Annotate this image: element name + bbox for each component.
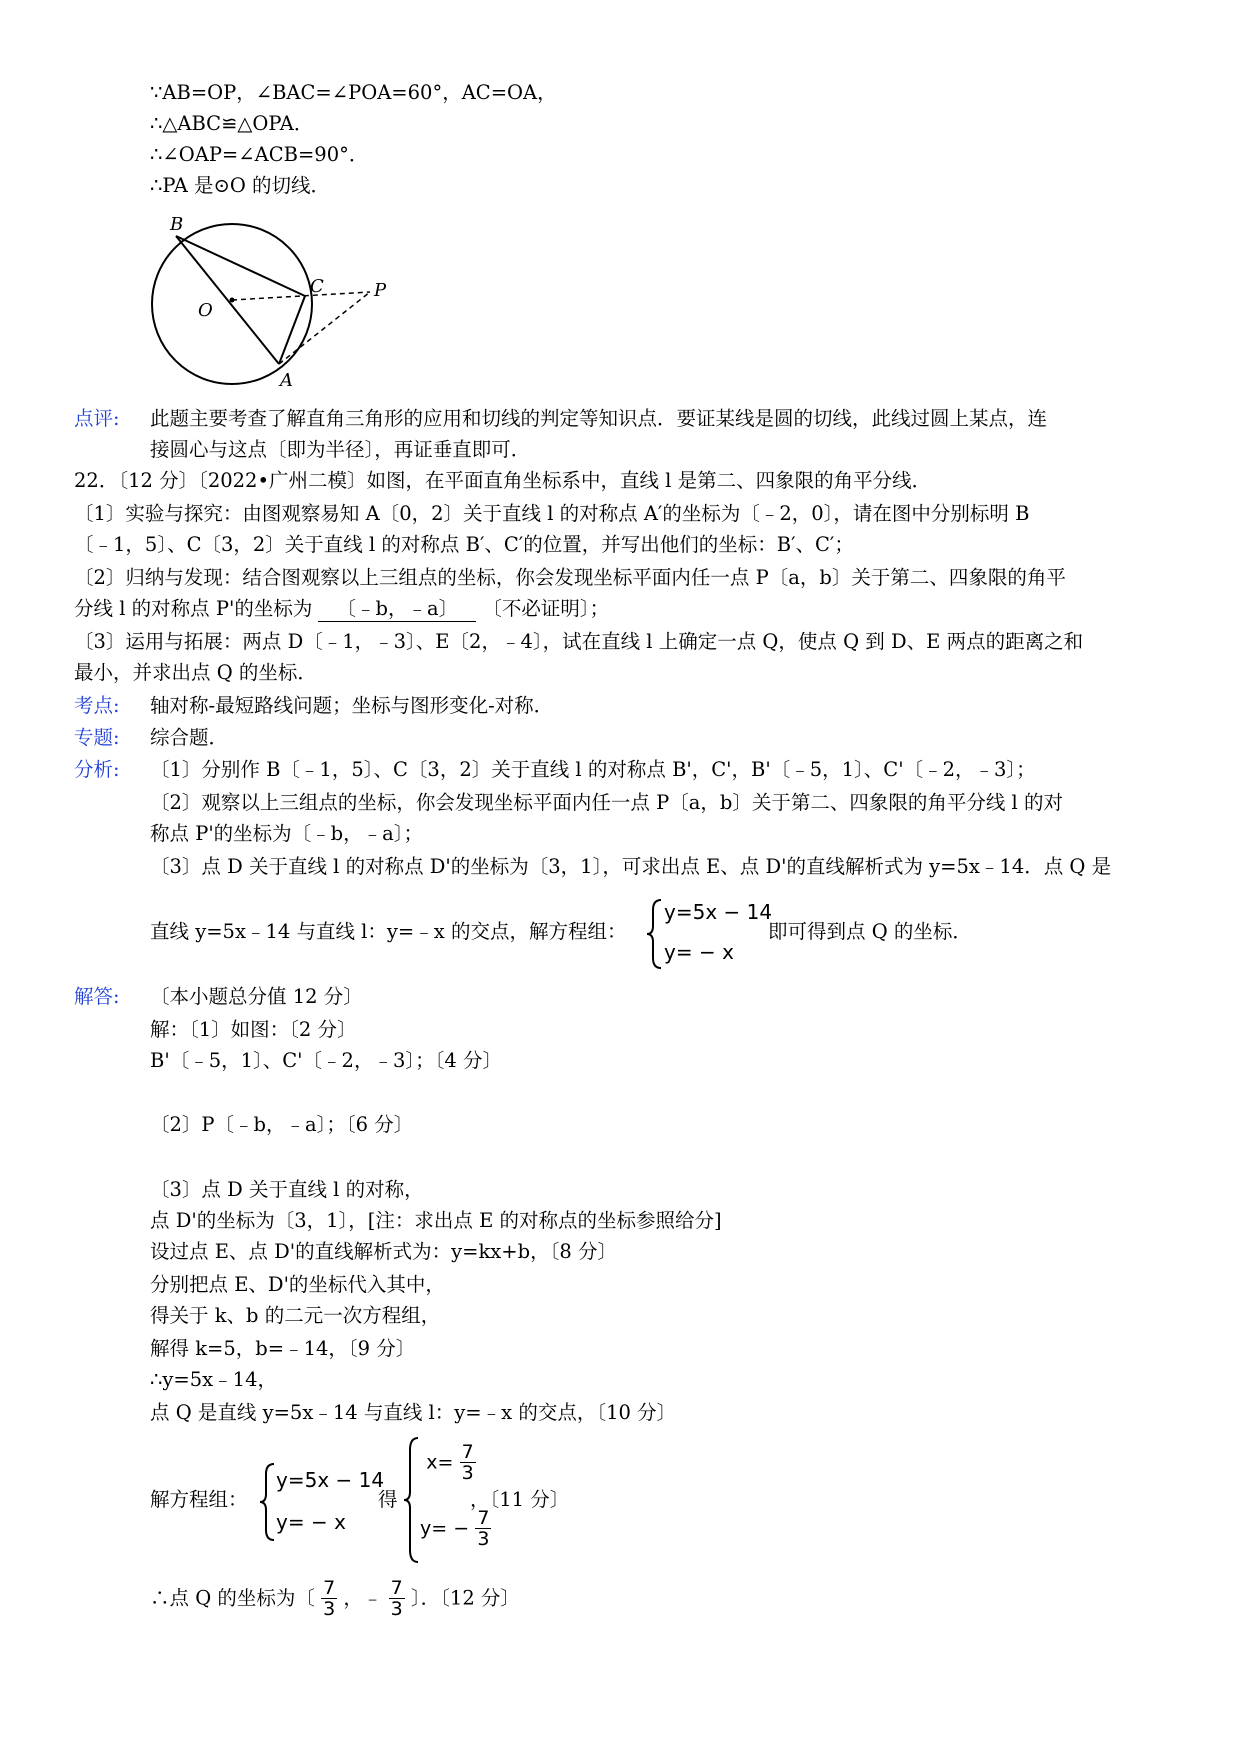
q22-title: 22．〔12 分〕〔2022•广州二模〕如图，在平面直角坐标系中，直线 l 是第二、四象限的角平分线．	[74, 469, 932, 492]
label-p: P	[374, 280, 387, 301]
answer-result-x-pre: x=	[426, 1451, 454, 1474]
answer-line-0: 〔本小题总分值 12 分〕	[150, 985, 363, 1008]
answer-result-x	[420, 1442, 476, 1483]
answer-line-5: 点 D'的坐标为〔3，1〕，[注：求出点 E 的对称点的坐标参照给分]	[150, 1209, 722, 1232]
answer-line-7: 分别把点 E、D'的坐标代入其中，	[150, 1273, 445, 1296]
answer-system-eq-2: y= − x	[276, 1510, 346, 1534]
fraction-numerator: 7	[390, 1577, 403, 1599]
review-line-2: 接圆心与这点〔即为半径〕，再证垂直即可．	[150, 438, 531, 461]
kaodian-label: 考点:	[74, 694, 120, 717]
fraction-numerator: 7	[323, 1577, 336, 1599]
q22-part3-b: 最小，并求出点 Q 的坐标．	[74, 661, 317, 684]
answer-result-brace	[402, 1436, 422, 1564]
answer-line-11: 点 Q 是直线 y=5x﹣14 与直线 l：y=﹣x 的交点，〔10 分〕	[150, 1401, 677, 1424]
segment-ca	[279, 296, 305, 364]
fraction-denominator: 3	[477, 1528, 490, 1550]
fraction-numerator: 7	[461, 1441, 474, 1463]
label-c: C	[310, 276, 324, 297]
zhuanti-text: 综合题．	[150, 726, 229, 749]
q22-part2-answer: 〔﹣b，﹣a〕	[318, 597, 476, 622]
q22-part2-b	[74, 595, 609, 623]
q22-part2-b-post: 〔不必证明〕；	[482, 597, 610, 620]
answer-solve-pre: 解方程组：	[150, 1488, 248, 1511]
center-point	[230, 298, 235, 303]
analysis-label: 分析:	[74, 758, 120, 781]
proof-line-1: ∵AB=OP，∠BAC=∠POA=60°，AC=OA，	[150, 81, 557, 104]
answer-result-y-pre: y= −	[420, 1517, 470, 1540]
answer-line-3: 〔2〕P〔﹣b，﹣a〕；〔6 分〕	[150, 1113, 414, 1136]
zhuanti-label: 专题:	[74, 726, 120, 749]
answer-line-1: 解：〔1〕如图：〔2 分〕	[150, 1018, 357, 1041]
answer-system-brace	[258, 1462, 278, 1542]
answer-de: 得	[378, 1488, 398, 1511]
review-label: 点评:	[74, 407, 120, 430]
answer-final-y-frac	[389, 1578, 405, 1619]
q22-part2-b-pre: 分线 l 的对称点 P'的坐标为	[74, 597, 313, 620]
analysis-line-1: 〔1〕分别作 B〔﹣1，5〕、C〔3，2〕关于直线 l 的对称点 B'，C'，B'〔﹣5，1〕、C'〔﹣2，﹣3〕；	[150, 758, 1036, 781]
analysis-line-5-post: 即可得到点 Q 的坐标．	[768, 920, 972, 943]
q22-part1-b: 〔﹣1，5〕、C〔3，2〕关于直线 l 的对称点 B′、C′的位置，并写出他们的坐标：B′、C′；	[74, 533, 854, 556]
proof-line-3: ∴∠OAP=∠ACB=90°．	[150, 143, 369, 166]
answer-result-x-frac	[460, 1442, 476, 1483]
review-line-1: 此题主要考查了解直角三角形的应用和切线的判定等知识点．要证某线是圆的切线，此线过圆上某点，连	[150, 407, 1048, 430]
answer-final-pre: ∴点 Q 的坐标为〔	[150, 1586, 315, 1610]
fraction-numerator: 7	[477, 1507, 490, 1529]
fraction-denominator: 3	[323, 1598, 336, 1620]
label-b: B	[170, 214, 184, 235]
fraction-denominator: 3	[461, 1462, 474, 1484]
answer-line-9: 解得 k=5，b=﹣14，〔9 分〕	[150, 1337, 416, 1360]
analysis-line-4: 〔3〕点 D 关于直线 l 的对称点 D'的坐标为〔3，1〕，可求出点 E、点 D'的直线解析式为 y=5x﹣14．点 Q 是	[150, 855, 1112, 878]
q22-part3-a: 〔3〕运用与拓展：两点 D〔﹣1，﹣3〕、E〔2，﹣4〕，试在直线 l 上确定一点 Q，使点 Q 到 D、E 两点的距离之和	[74, 630, 1084, 653]
analysis-system-eq-1: y=5x − 14	[664, 900, 773, 924]
fraction-denominator: 3	[390, 1598, 403, 1620]
answer-line-10: ∴y=5x﹣14，	[150, 1368, 277, 1391]
q22-part1-a: 〔1〕实验与探究：由图观察易知 A〔0，2〕关于直线 l 的对称点 A′的坐标为〔﹣2，0〕，请在图中分别标明 B	[74, 502, 1030, 525]
answer-system-eq-1: y=5x − 14	[276, 1468, 385, 1492]
answer-final-mid: ，﹣	[343, 1586, 383, 1610]
answer-result-y	[420, 1508, 491, 1549]
proof-line-2: ∴△ABC≌△OPA．	[150, 112, 314, 135]
answer-final-post: 〕．〔12 分〕	[410, 1586, 520, 1610]
analysis-line-5-pre: 直线 y=5x﹣14 与直线 l：y=﹣x 的交点，解方程组：	[150, 920, 627, 943]
segment-ba	[176, 236, 279, 364]
analysis-line-2: 〔2〕观察以上三组点的坐标，你会发现坐标平面内任一点 P〔a，b〕关于第二、四象限的角平分线 l 的对	[150, 791, 1063, 814]
answer-line-6: 设过点 E、点 D'的直线解析式为：y=kx+b，〔8 分〕	[150, 1240, 617, 1263]
answer-final	[150, 1578, 520, 1619]
label-a: A	[280, 370, 293, 391]
answer-result-y-frac	[475, 1508, 491, 1549]
kaodian-text: 轴对称-最短路线问题；坐标与图形变化-对称．	[150, 694, 554, 717]
proof-line-4: ∴PA 是⊙O 的切线．	[150, 174, 331, 197]
q22-part2-a: 〔2〕归纳与发现：结合图观察以上三组点的坐标，你会发现坐标平面内任一点 P〔a，b〕关于第二、四象限的角平	[74, 566, 1066, 589]
analysis-line-3: 称点 P'的坐标为〔﹣b，﹣a〕；	[150, 822, 424, 845]
answer-label: 解答:	[74, 985, 120, 1008]
circle-tangent-figure	[140, 212, 400, 392]
answer-line-4: 〔3〕点 D 关于直线 l 的对称，	[150, 1178, 424, 1201]
label-o: O	[198, 300, 213, 321]
analysis-system-eq-2: y= − x	[664, 940, 734, 964]
answer-score-11: ，〔11 分〕	[470, 1488, 570, 1511]
analysis-system-brace	[645, 898, 665, 970]
answer-final-x-frac	[321, 1578, 337, 1619]
answer-line-8: 得关于 k、b 的二元一次方程组，	[150, 1304, 441, 1327]
answer-line-2: B'〔﹣5，1〕、C'〔﹣2，﹣3〕；〔4 分〕	[150, 1049, 502, 1072]
